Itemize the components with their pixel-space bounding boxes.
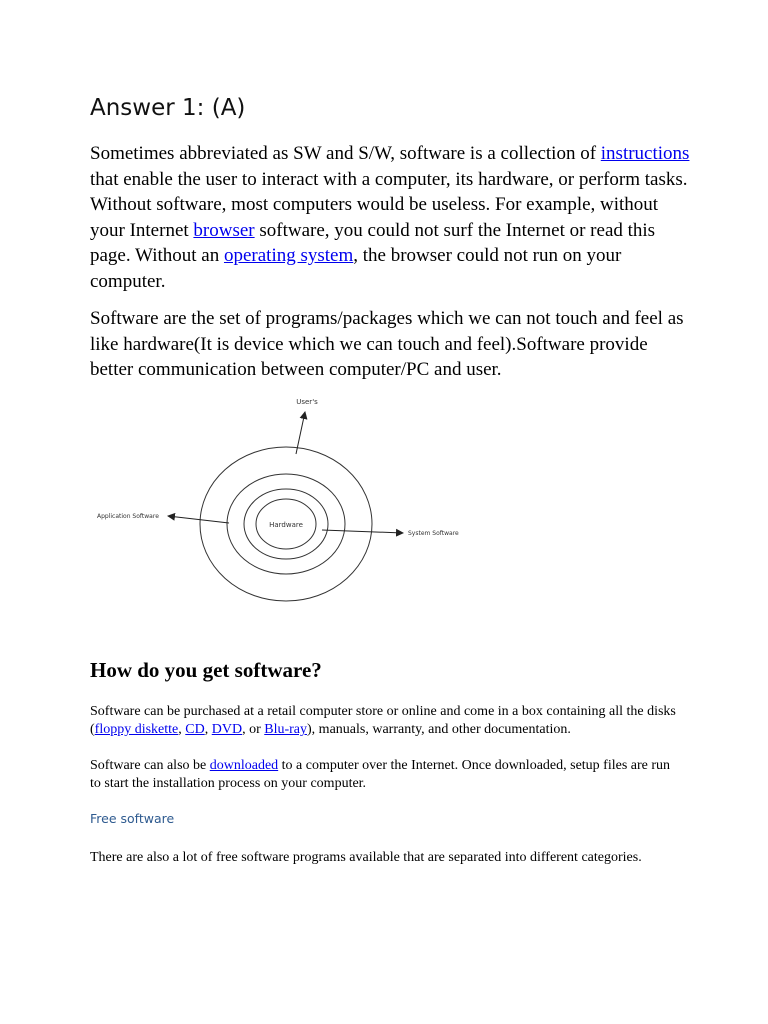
definition-paragraph	[90, 141, 690, 294]
para3-text-1: Software can be purchased at a retail computer store or online and come in a box containing all the disks (	[90, 704, 676, 737]
blu-ray-link[interactable]: Blu-ray	[264, 722, 308, 737]
para1-text-2: that enable the user to interact with a computer, its hardware, or perform tasks. Without software, most computers would be useless. For example, without your Internet	[90, 168, 688, 241]
para1-text-3: software, you could not surf the Internet or read this page. Without an	[90, 219, 656, 266]
dvd-link[interactable]: DVD	[211, 722, 243, 737]
software-layers-diagram	[90, 390, 490, 615]
application-software-label: Application Software	[97, 513, 159, 520]
application-arrow	[168, 516, 229, 523]
floppy-diskette-link[interactable]: floppy diskette	[94, 722, 179, 737]
para1-text-4: , the browser could not run on your computer.	[90, 245, 622, 292]
how-to-get-software-heading: How do you get software?	[90, 658, 322, 682]
hardware-label: Hardware	[269, 521, 303, 529]
para3-text-2: ), manuals, warranty, and other documentation.	[307, 722, 571, 737]
downloaded-link[interactable]: downloaded	[209, 758, 279, 773]
free-software-subheading: Free software	[90, 811, 175, 826]
para3-separator-2: ,	[204, 722, 212, 737]
free-software-paragraph: There are also a lot of free software programs available that are separated into different categories.	[90, 850, 642, 865]
purchase-paragraph	[90, 703, 680, 739]
users-label: User's	[296, 398, 318, 406]
para4-text-2: to a computer over the Internet. Once downloaded, setup files are run to start the installation process on your computer.	[90, 758, 671, 791]
download-paragraph	[90, 757, 680, 793]
para3-separator-1: ,	[178, 722, 186, 737]
operating-system-link[interactable]: operating system	[223, 245, 354, 266]
description-paragraph: Software are the set of programs/packages which we can not touch and feel as like hardware(It is device which we can touch and feel).Software provide better communication between computer/PC and user.	[90, 308, 684, 380]
answer-heading: Answer 1: (A)	[90, 95, 246, 121]
system-arrow	[322, 530, 403, 533]
cd-link[interactable]: CD	[185, 722, 205, 737]
instructions-link[interactable]: instructions	[600, 143, 690, 164]
para4-text-1: Software can also be	[90, 758, 210, 773]
para1-text-1: Sometimes abbreviated as SW and S/W, software is a collection of	[90, 143, 601, 164]
system-software-label: System Software	[408, 530, 459, 537]
para3-separator-3: , or	[242, 722, 265, 737]
browser-link[interactable]: browser	[193, 219, 255, 241]
